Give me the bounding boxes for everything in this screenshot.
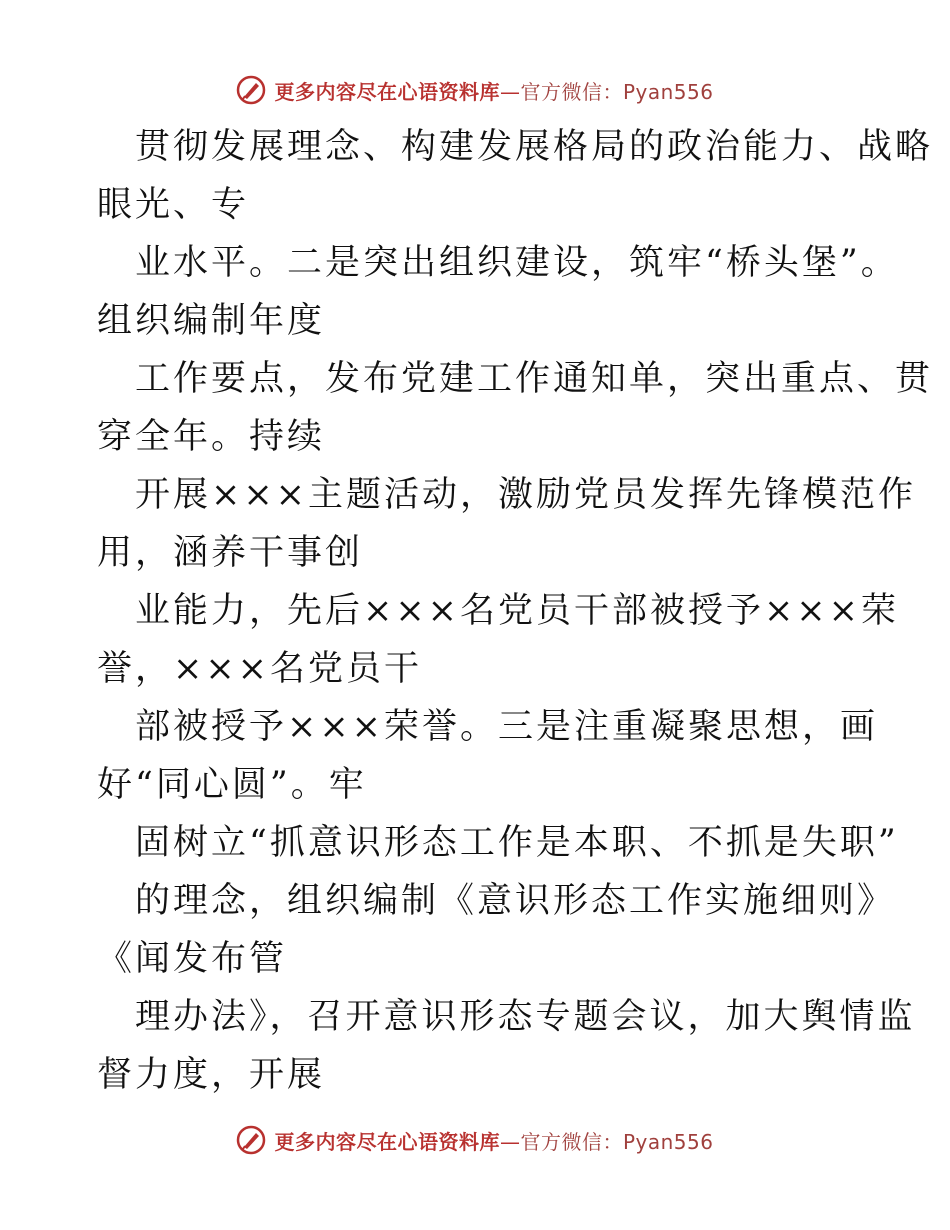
text-line: 部被授予×××荣誉。三是注重凝聚思想，画 — [135, 707, 878, 747]
quill-pen-logo-icon — [236, 1125, 266, 1155]
header-wechat: 官方微信：Pyan556 — [520, 79, 714, 104]
text-line: 穿全年。持续 — [97, 417, 326, 457]
quill-pen-logo-icon — [236, 75, 266, 105]
footer-watermark-banner — [0, 1120, 950, 1160]
text-line: 开展×××主题活动，激励党员发挥先锋模范作 — [135, 475, 916, 515]
document-body — [97, 118, 934, 1104]
text-line: 贯彻发展理念、构建发展格局的政治能力、战略 — [135, 127, 934, 167]
text-line: 业能力，先后×××名党员干部被授予×××荣 — [135, 591, 899, 631]
text-line: 眼光、专 — [97, 185, 250, 225]
text-line: 用，涵养干事创 — [97, 533, 364, 573]
footer-dash: — — [499, 1129, 521, 1154]
text-line: 工作要点，发布党建工作通知单，突出重点、贯 — [135, 359, 934, 399]
header-dash: — — [499, 79, 521, 104]
footer-wechat: 官方微信：Pyan556 — [520, 1129, 714, 1154]
text-line: 组织编制年度 — [97, 301, 326, 341]
text-line: 理办法》，召开意识形态专题会议，加大舆情监 — [135, 997, 916, 1037]
header-watermark-banner — [0, 70, 950, 110]
header-banner-text — [274, 76, 713, 105]
text-line: 好“同心圆”。牢 — [97, 765, 367, 805]
footer-brand: 更多内容尽在心语资料库 — [274, 1129, 500, 1154]
text-line: 固树立“抓意识形态工作是本职、不抓是失职” — [135, 823, 899, 863]
text-line: 誉，×××名党员干 — [97, 649, 422, 689]
footer-banner-text — [274, 1126, 713, 1155]
text-line: 《闻发布管 — [97, 939, 288, 979]
header-brand: 更多内容尽在心语资料库 — [274, 79, 500, 104]
text-line: 的理念，组织编制《意识形态工作实施细则》 — [135, 881, 896, 921]
text-line: 督力度，开展 — [97, 1055, 326, 1095]
text-line: 业水平。二是突出组织建设，筑牢“桥头堡”。 — [135, 243, 899, 283]
